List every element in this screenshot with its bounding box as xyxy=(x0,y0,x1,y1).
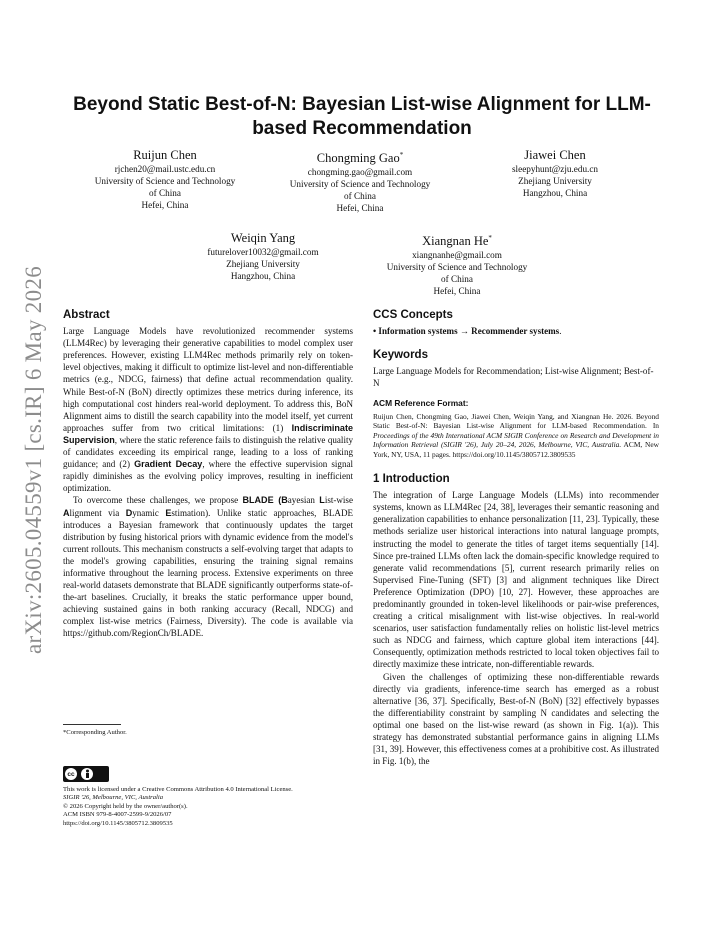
author-location: Hangzhou, China xyxy=(230,271,296,281)
paper-title: Beyond Static Best-of-N: Bayesian List-wise Alignment for LLM-based Recommendation xyxy=(73,94,651,139)
abstract-paragraph-1: Large Language Models have revolutionized recommender systems (LLM4Rec) by leveraging their generative capabilities to model complex user preferences. However, existing LLM4Rec methods primarily rely on token-level objectives, making it difficult to optimize list-level and non-differentiable metrics (e.g., NDCG, fairness) that define actual recommendation quality. While Best-of-N (BoN) directly optimizes these metrics during inference, its high computational cost hinders real-world deployment. To address this, BoN Alignment aims to distill the search capability into the model itself, yet current approaches suffer from two critical limitations: (1) Indiscriminate Supervision, where the static reference fails to distinguish the relative quality of candidates exceeding its empirical range, leading to a loss of ranking guidance; and (2) Gradient Decay, where the effective supervision signal rapidly diminishes as the evolving policy improves, resulting in inefficient optimization. xyxy=(63,326,354,494)
author-email: rjchen20@mail.ustc.edu.cn xyxy=(114,164,216,174)
author-name: Xiangnan He xyxy=(422,234,489,249)
license-block xyxy=(63,786,353,828)
ccs-heading: CCS Concepts xyxy=(373,309,453,321)
author-name: Chongming Gao xyxy=(316,151,400,166)
license-text: This work is licensed under a Creative Commons Attribution 4.0 International License. xyxy=(63,786,293,793)
author-name: Jiawei Chen xyxy=(524,148,586,162)
author-name: Weiqin Yang xyxy=(230,231,296,245)
author-email: chongming.gao@gmail.com xyxy=(307,167,413,178)
author-email: futurelover10032@gmail.com xyxy=(207,247,319,257)
footnote-rule xyxy=(63,724,121,725)
footnote: *Corresponding Author. xyxy=(63,729,127,736)
author-email: sleepyhunt@zju.edu.cn xyxy=(511,164,599,174)
author-affiliation-cont: of China xyxy=(441,274,473,285)
author-email: xiangnanhe@gmail.com xyxy=(412,250,502,261)
right-column xyxy=(373,309,659,767)
arxiv-id: arXiv:2605.04559v1 [cs.IR] 6 May 2026 xyxy=(21,266,46,654)
author-block xyxy=(168,230,358,282)
acm-ref-heading: ACM Reference Format: xyxy=(373,398,469,409)
author-location: Hefei, China xyxy=(141,200,189,210)
arxiv-stamp xyxy=(14,240,54,680)
author-location: Hefei, China xyxy=(433,286,481,297)
cc-icon: cc xyxy=(65,768,77,780)
abstract-paragraph-2: To overcome these challenges, we propose BLADE (Bayesian List-wise Alignment via Dynamic Estimation). Unlike static approaches, BLADE introduces a Bayesian framework that continuously updates the target distribution by fusing historical priors with dynamic evidence from the model's current rollouts. This mechanism constructs a self-evolving target that adapts to the model's growing capabilities, ensuring the training signal remains informative throughout the learning process. Extensive experiments on three real-world datasets demonstrate that BLADE significantly outperforms state-of-the-art baselines. Crucially, it breaks the static performance upper bound, achieving sustained gains in both ranking accuracy (Recall, NDCG) and complex list-wise metrics (Fairness, Diversity). The code is available via https://github.com/RegionCh/BLADE. xyxy=(63,495,354,639)
isbn: ACM ISBN 979-8-4007-2599-9/2026/07 xyxy=(63,811,172,819)
acm-ref-text: Ruijun Chen, Chongming Gao, Jiawei Chen, Weiqin Yang, and Xiangnan He. 2026. Beyond Static Best-of-N: Bayesian List-wise Alignment for LLM-based Recommendation. In Proceedings of the 49th International ACM SIGIR Conference on Research and Development in Information Retrieval (SIGIR '26), July 20–24, 2026, Melbourne, VIC, Australia. ACM, New York, NY, USA, 11 pages. https://doi.org/10.1145/3805712.3809535 xyxy=(373,411,659,459)
intro-heading: 1 Introduction xyxy=(373,473,450,486)
author-block xyxy=(362,230,552,297)
author-name: Ruijun Chen xyxy=(133,148,197,162)
corresponding-mark: * xyxy=(399,151,404,159)
corresponding-mark: * xyxy=(488,234,492,242)
ccs-concepts: • Information systems → Recommender systems. xyxy=(373,326,562,337)
author-block xyxy=(70,147,260,211)
author-location: Hangzhou, China xyxy=(522,188,588,198)
author-block xyxy=(265,147,455,214)
abstract-heading: Abstract xyxy=(63,309,110,321)
intro-paragraph-1: The integration of Large Language Models (LLMs) into recommender systems, known as LLM4Rec [24, 38], leverages their semantic reasoning and generalization capabilities to enhance personalization [11, 23]. Typically, these methods serialize user historical interactions into natural language prompts, instructing the model to generate the titles of target items sequentially [14]. Since pre-trained LLMs often lack the domain-specific knowledge required to generate valid recommendations [5], current research primarily relies on Supervised Fine-Tuning (SFT) [3] and alignment techniques like Direct Preference Optimization (DPO) [10, 27]. However, these approaches are predominantly grounded in token-level likelihoods or pair-wise preferences, creating a critical misalignment with list-wise objectives. In real-world scenarios, user satisfaction fundamentally relies on holistic list-level metrics such as NDCG and fairness, which capture global item interactions [44]. Consequently, optimization methods restricted to local token objectives fail to directly maximize these intricate, non-differentiable rewards. xyxy=(373,490,659,670)
conference-info: SIGIR '26, Melbourne, VIC, Australia xyxy=(63,794,164,802)
cc-by-badge xyxy=(63,766,109,782)
author-block xyxy=(460,147,650,199)
doi: https://doi.org/10.1145/3805712.3809535 xyxy=(63,819,173,827)
intro-paragraph-2: Given the challenges of optimizing these non-differentiable rewards directly via gradients, inference-time search has emerged as a robust alternative [36, 37]. Specifically, Best-of-N (BoN) [32] effectively bypasses the differentiability constraint by sampling N candidates and selecting the optimal one based on the list-wise reward (as shown in Fig. 1(a)). This strategy has demonstrated substantial performance gains in aligning LLMs [31, 39]. However, this effectiveness comes at a prohibitive cost. As illustrated in Fig. 1(b), the xyxy=(373,671,659,767)
author-affiliation: University of Science and Technology xyxy=(94,176,236,186)
keywords-heading: Keywords xyxy=(373,349,428,362)
author-affiliation-cont: of China xyxy=(344,191,376,202)
author-location: Hefei, China xyxy=(336,203,384,214)
copyright: © 2026 Copyright held by the owner/author(s). xyxy=(63,802,188,810)
keywords-text: Large Language Models for Recommendation; List-wise Alignment; Best-of-N xyxy=(373,366,654,389)
abstract-section xyxy=(63,309,353,640)
author-affiliation: Zhejiang University xyxy=(518,176,592,186)
author-affiliation-cont: of China xyxy=(149,188,181,198)
attribution-icon xyxy=(81,768,93,780)
author-affiliation: University of Science and Technology xyxy=(386,262,528,273)
author-affiliation: University of Science and Technology xyxy=(289,179,431,190)
author-affiliation: Zhejiang University xyxy=(226,259,300,269)
